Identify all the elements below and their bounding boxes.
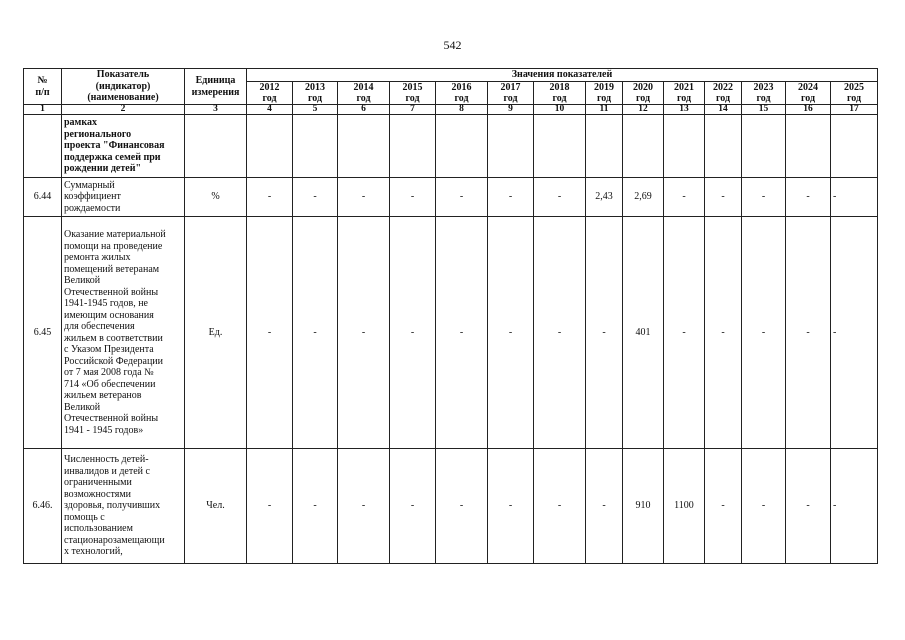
indicator-value: -	[786, 178, 831, 217]
indicator-value: -	[786, 449, 831, 564]
indicator-value: -	[534, 449, 586, 564]
indicator-name: Оказание материальной помощи на проведение ремонта жилых помещений ветеранам Великой Отечественной войны 1941-1945 годов, не имеющим основания для обеспечения жильем в соответствии с Указом Президента Российской Федерации от 7 мая 2008 года № 714 «Об обеспечении жильем ветеранов Великой Отечественной войны 1941 - 1945 годов»	[62, 217, 185, 449]
header-year: 2020 год	[623, 82, 664, 105]
row-number	[24, 115, 62, 178]
column-number: 16	[786, 105, 831, 115]
unit-of-measure: Ед.	[185, 217, 247, 449]
header-values-group: Значения показателей	[247, 69, 878, 82]
indicator-value	[831, 115, 878, 178]
indicator-value: -	[293, 217, 338, 449]
page-number: 542	[443, 38, 462, 52]
indicator-name: Численность детей- инвалидов и детей с ограниченными возможностями здоровья, получивших помощь с использованием стационарозамещающи х технологий,	[62, 449, 185, 564]
indicator-value: -	[742, 449, 786, 564]
indicator-value	[786, 115, 831, 178]
indicator-value: 2,43	[586, 178, 623, 217]
table-row	[24, 449, 878, 564]
indicator-value	[338, 115, 390, 178]
indicator-value: -	[831, 449, 878, 564]
indicator-value: -	[247, 178, 293, 217]
indicator-value: -	[664, 178, 705, 217]
header-indicator: Показатель (индикатор) (наименование)	[62, 69, 185, 105]
column-number: 3	[185, 105, 247, 115]
indicator-value	[586, 115, 623, 178]
indicator-value: -	[534, 217, 586, 449]
indicator-value: -	[338, 178, 390, 217]
row-number: 6.45	[24, 217, 62, 449]
indicator-value: -	[293, 449, 338, 564]
indicator-value: -	[436, 217, 488, 449]
header-year: 2022 год	[705, 82, 742, 105]
indicator-value: -	[247, 217, 293, 449]
column-number: 1	[24, 105, 62, 115]
row-number: 6.46.	[24, 449, 62, 564]
column-number: 4	[247, 105, 293, 115]
header-year: 2013 год	[293, 82, 338, 105]
column-number: 17	[831, 105, 878, 115]
column-number: 15	[742, 105, 786, 115]
indicator-value: -	[488, 178, 534, 217]
indicator-value	[436, 115, 488, 178]
header-unit: Единица измерения	[185, 69, 247, 105]
header-year: 2016 год	[436, 82, 488, 105]
header-year: 2015 год	[390, 82, 436, 105]
indicator-value: -	[705, 178, 742, 217]
header-year: 2014 год	[338, 82, 390, 105]
indicator-value: -	[742, 178, 786, 217]
header-num: № п/п	[24, 69, 62, 105]
column-number: 14	[705, 105, 742, 115]
column-number: 7	[390, 105, 436, 115]
header-year: 2017 год	[488, 82, 534, 105]
indicator-value: 910	[623, 449, 664, 564]
indicator-value: -	[390, 449, 436, 564]
indicator-value	[293, 115, 338, 178]
indicator-value: -	[586, 217, 623, 449]
indicator-value: -	[338, 449, 390, 564]
indicator-name: рамках регионального проекта "Финансовая поддержка семей при рождении детей"	[62, 115, 185, 178]
row-number: 6.44	[24, 178, 62, 217]
indicator-value: -	[786, 217, 831, 449]
unit-of-measure: Чел.	[185, 449, 247, 564]
unit-of-measure: %	[185, 178, 247, 217]
indicator-value: -	[338, 217, 390, 449]
indicator-value: -	[586, 449, 623, 564]
column-number: 6	[338, 105, 390, 115]
indicator-value: -	[390, 178, 436, 217]
table-row	[24, 178, 878, 217]
column-number: 12	[623, 105, 664, 115]
indicator-value: -	[436, 449, 488, 564]
indicator-value: -	[247, 449, 293, 564]
header-year: 2012 год	[247, 82, 293, 105]
column-number: 10	[534, 105, 586, 115]
indicator-value	[705, 115, 742, 178]
column-number: 2	[62, 105, 185, 115]
indicator-value: -	[293, 178, 338, 217]
column-number: 5	[293, 105, 338, 115]
indicator-value: -	[831, 217, 878, 449]
header-year: 2021 год	[664, 82, 705, 105]
header-year: 2025 год	[831, 82, 878, 105]
indicator-value	[623, 115, 664, 178]
indicator-value: -	[705, 217, 742, 449]
column-number: 8	[436, 105, 488, 115]
column-number: 9	[488, 105, 534, 115]
table-row	[24, 217, 878, 449]
indicator-value: 1100	[664, 449, 705, 564]
indicator-value: -	[705, 449, 742, 564]
indicator-value	[742, 115, 786, 178]
indicator-value	[488, 115, 534, 178]
column-numbers-row	[24, 105, 878, 115]
table-header	[24, 69, 878, 105]
table-body	[24, 105, 878, 564]
header-year: 2024 год	[786, 82, 831, 105]
indicator-value	[247, 115, 293, 178]
indicator-value: 2,69	[623, 178, 664, 217]
indicator-value: 401	[623, 217, 664, 449]
header-year: 2023 год	[742, 82, 786, 105]
indicator-name: Суммарный коэффициент рождаемости	[62, 178, 185, 217]
indicator-value	[390, 115, 436, 178]
column-number: 11	[586, 105, 623, 115]
indicator-value: -	[831, 178, 878, 217]
indicator-value: -	[664, 217, 705, 449]
indicator-value: -	[488, 449, 534, 564]
header-year: 2019 год	[586, 82, 623, 105]
table-row	[24, 115, 878, 178]
header-year: 2018 год	[534, 82, 586, 105]
indicators-table	[23, 68, 878, 564]
indicator-value	[534, 115, 586, 178]
indicator-value: -	[436, 178, 488, 217]
indicator-value	[664, 115, 705, 178]
indicator-value: -	[742, 217, 786, 449]
column-number: 13	[664, 105, 705, 115]
unit-of-measure	[185, 115, 247, 178]
indicator-value: -	[534, 178, 586, 217]
indicator-value: -	[390, 217, 436, 449]
indicator-value: -	[488, 217, 534, 449]
